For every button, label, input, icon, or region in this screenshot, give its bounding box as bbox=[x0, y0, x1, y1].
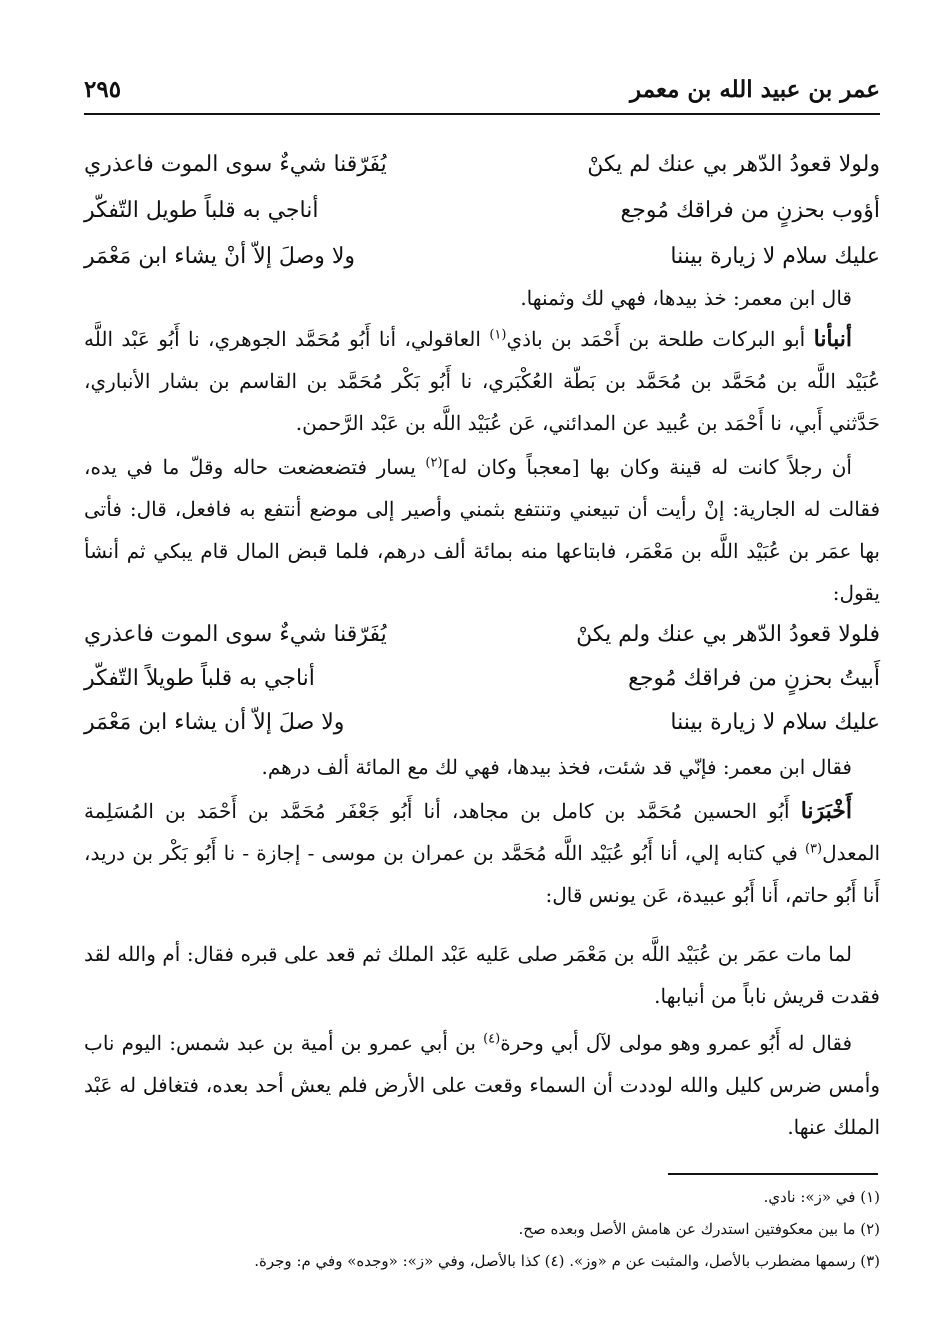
transmission-keyword: أَخْبَرَنا bbox=[800, 798, 853, 824]
page-number: ٢٩٥ bbox=[84, 76, 122, 103]
poem2-verse-3 bbox=[84, 704, 880, 750]
isnad-text-cont: في كتابه إلي، أنا أَبُو عُبَيْد اللَّه مُحَمَّد بن عمران بن موسى - إجازة - نا أَبُو بَكْر بن دريد، أَنا أَبُو حاتم، أَنا أَبُو عبيدة، عَن يونس قال: bbox=[84, 841, 880, 907]
hemistich-second: ولا وصلَ إلاّ أنْ يشاء ابن مَعْمَر bbox=[84, 244, 356, 269]
poem2-verse-1 bbox=[84, 616, 880, 662]
paragraph-isnad-2 bbox=[84, 790, 880, 916]
poem1-verse-2 bbox=[84, 192, 880, 238]
story-text: أن رجلاً كانت له قينة وكان بها [معجباً وكان له] bbox=[442, 455, 852, 479]
footnote-ref-1: (١) bbox=[489, 327, 507, 343]
footnote-ref-3: (٣) bbox=[804, 841, 823, 857]
hemistich-first: أَبيتُ بحزنٍ من فراقك مُوجع bbox=[628, 666, 880, 691]
hemistich-first: عليك سلام لا زيارة بيننا bbox=[670, 244, 880, 269]
hemistich-second: أناجي به قلباً طويل التّفكّر bbox=[84, 198, 319, 223]
paragraph-ibn-mamar-reply: قال ابن معمر: خذ بيدها، فهي لك وثمنها. bbox=[520, 286, 852, 310]
footnote-1: (١) في «ز»: نادي. bbox=[763, 1188, 880, 1206]
footnote-ref-2: (٢) bbox=[425, 455, 443, 471]
paragraph-abu-amr bbox=[84, 1022, 880, 1148]
abu-amr-text: فقال له أَبُو عمرو وهو مولى لآل أبي وحرة bbox=[500, 1031, 853, 1055]
footnote-rule bbox=[668, 1173, 878, 1175]
poem2-verse-2 bbox=[84, 660, 880, 706]
hemistich-second: أناجي به قلباً طويلاً التّفكّر bbox=[84, 666, 315, 691]
abu-amr-text-cont: بن أبي عمرو بن أمية بن عبد شمس: اليوم ناب وأمس ضرس كليل والله لوددت أن السماء وقعت على الأرض فلم يعش أحد بعده، فتغافل له عَبْد الملك عنها. bbox=[84, 1031, 880, 1139]
poem1-verse-1 bbox=[84, 146, 880, 192]
footnote-ref-4: (٤) bbox=[483, 1031, 501, 1047]
hemistich-first: ولولا قعودُ الدّهر بي عنك لم يكنْ bbox=[587, 152, 880, 177]
isnad-text-cont: العاقولي، أنا أَبُو مُحَمَّد الجوهري، نا أَبُو عَبْد اللَّه عُبَيْد اللَّه بن مُحَمَّد بن مُحَمَّد بن بَطّة العُكْبَري، نا أَبُو بَكْر مُحَمَّد بن القاسم بن بشار الأنباري، حَدَّثني أَبي، نا أَحْمَد بن عُبيد عن المدائني، عَن عُبَيْد اللَّه بن عَبْد الرَّحمن. bbox=[84, 327, 880, 435]
running-header bbox=[84, 72, 880, 108]
paragraph-abd-al-malik: لما مات عمَر بن عُبَيْد اللَّه بن مَعْمَر صلى عَليه عَبْد الملك ثم قعد على قبره فقال: أم والله لقد فقدت قريش ناباً من أنيابها. bbox=[84, 942, 880, 1008]
hemistich-first: أؤوب بحزنٍ من فراقك مُوجع bbox=[620, 198, 880, 223]
header-rule bbox=[84, 113, 880, 115]
footnote-2: (٢) ما بين معكوفتين استدرك عن هامش الأصل وبعده صح. bbox=[518, 1220, 880, 1238]
chapter-title: عمر بن عبيد الله بن معمر bbox=[630, 76, 880, 103]
paragraph-story bbox=[84, 446, 880, 614]
hemistich-first: فلولا قعودُ الدّهر بي عنك ولم يكنْ bbox=[576, 622, 880, 647]
transmission-keyword: أنبأنا bbox=[813, 326, 853, 352]
isnad-text: أبو البركات طلحة بن أَحْمَد بن باذي bbox=[506, 327, 806, 351]
hemistich-first: عليك سلام لا زيارة بيننا bbox=[670, 710, 880, 735]
footnote-3-4: (٣) رسمها مضطرب بالأصل، والمثبت عن م «وز». (٤) كذا بالأصل، وفي «ز»: «وجده» وفي م: وجرة. bbox=[254, 1252, 880, 1270]
hemistich-second: يُفَرّقنا شيءٌ سوى الموت فاعذري bbox=[84, 152, 387, 177]
hemistich-second: يُفَرّقنا شيءٌ سوى الموت فاعذري bbox=[84, 622, 387, 647]
paragraph-ibn-mamar-gift: فقال ابن معمر: فإنّي قد شئت، فخذ بيدها، فهي لك مع المائة ألف درهم. bbox=[261, 755, 852, 779]
story-text-cont: يسار فتضعضعت حاله وقلّ ما في يده، فقالت له الجارية: إنْ رأيت أن تبيعني وتنتفع بثمني وأصير إلى موضع أنتفع به فافعل، قال: فأتى بها عمَر بن عُبَيْد اللَّه بن مَعْمَر، فابتاعها منه بمائة ألف درهم، فلما قبض المال قام يبكي ثم أنشأ يقول: bbox=[84, 455, 880, 605]
paragraph-isnad-1 bbox=[84, 318, 880, 444]
isnad-text: أَبُو الحسين مُحَمَّد بن كامل بن مجاهد، أنا أَبُو جَعْفَر مُحَمَّد بن أَحْمَد بن المُسَلِمة المعدل bbox=[84, 799, 880, 865]
hemistich-second: ولا صلَ إلاّ أن يشاء ابن مَعْمَر bbox=[84, 710, 345, 735]
